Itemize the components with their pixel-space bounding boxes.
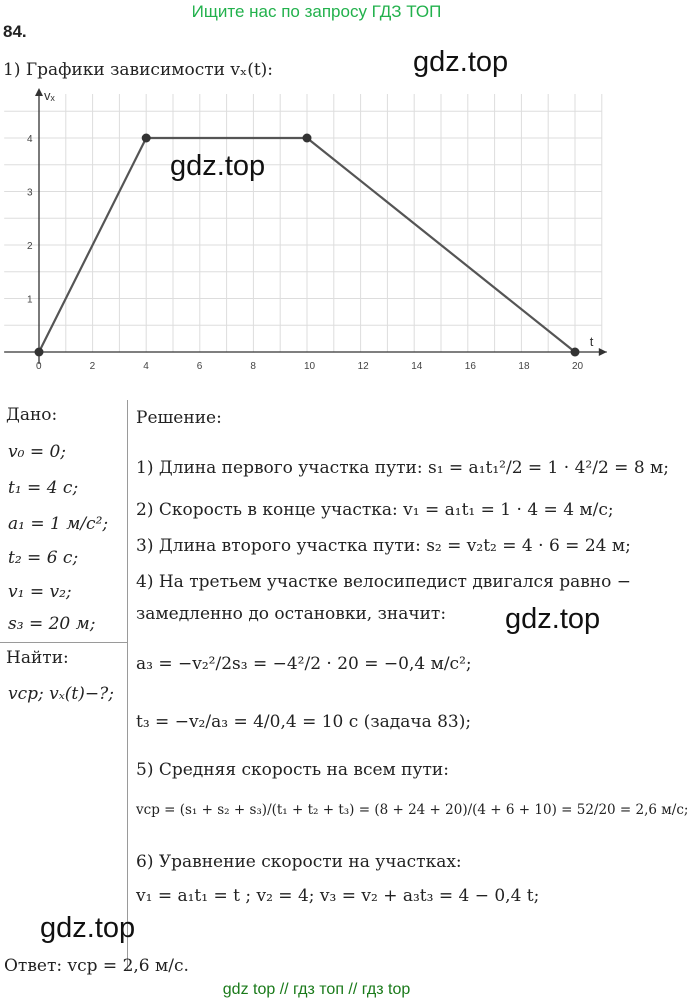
data-point [142, 134, 151, 143]
x-tick-label: 10 [304, 361, 316, 372]
data-point [303, 134, 312, 143]
x-axis-label: t [589, 334, 594, 349]
y-axis-label: vₓ [44, 88, 55, 103]
solution-line: 6) Уравнение скорости на участках: [136, 852, 462, 872]
given-item: s₃ = 20 м; [8, 614, 96, 634]
solution-line: 4) На третьем участке велосипедист двигался равно − [136, 572, 632, 592]
solution-line: vср = (s₁ + s₂ + s₃)/(t₁ + t₂ + t₃) = (8 + 24 + 20)/(4 + 6 + 10) = 52/20 = 2,6 м/с; [136, 802, 688, 818]
x-tick-label: 20 [572, 361, 584, 372]
x-tick-label: 6 [196, 361, 203, 372]
given-item: t₂ = 6 с; [8, 548, 79, 568]
y-tick-label: 1 [27, 294, 33, 306]
answer: Ответ: vср = 2,6 м/с. [4, 956, 189, 976]
y-tick-label: 3 [27, 187, 33, 199]
given-item: v₀ = 0; [8, 442, 67, 462]
x-tick-label: 2 [89, 361, 96, 372]
given-item: t₁ = 4 с; [8, 478, 79, 498]
velocity-chart [0, 84, 633, 384]
top-banner: Ищите нас по запросу ГДЗ ТОП [191, 2, 442, 21]
solution-line: v₁ = a₁t₁ = t ; v₂ = 4; v₃ = v₂ + a₃t₃ = 4 − 0,4 t; [136, 886, 540, 906]
x-axis-arrow [599, 348, 607, 356]
data-point [35, 348, 44, 357]
divider-vertical [127, 400, 128, 970]
data-point [571, 348, 580, 357]
x-tick-label: 16 [464, 361, 476, 372]
solution-line: замедленно до остановки, значит: [136, 604, 447, 624]
solution-line: 5) Средняя скорость на всем пути: [136, 760, 449, 780]
watermark: gdz.top [170, 150, 266, 182]
watermark: gdz.top [505, 603, 601, 635]
x-tick-label: 0 [36, 361, 42, 372]
given-item: a₁ = 1 м/с²; [8, 514, 109, 534]
solution-line: 1) Длина первого участка пути: s₁ = a₁t₁²/2 = 1 · 4²/2 = 8 м; [136, 458, 669, 478]
bottom-banner: gdz top // гдз топ // гдз top [222, 981, 411, 998]
y-tick-label: 2 [27, 241, 33, 252]
solution-line: a₃ = −v₂²/2s₃ = −4²/2 · 20 = −0,4 м/с²; [136, 654, 472, 674]
x-tick-label: 4 [143, 361, 149, 372]
find-item: vср; vₓ(t)−?; [8, 684, 114, 704]
watermark: gdz.top [40, 912, 136, 944]
solution-heading: Решение: [136, 408, 222, 428]
x-tick-label: 18 [518, 361, 530, 372]
y-tick-label: 4 [27, 134, 33, 145]
watermark: gdz.top [413, 46, 509, 78]
divider-horizontal [0, 642, 127, 643]
x-tick-label: 8 [250, 361, 256, 372]
graph-subtitle: 1) Графики зависимости vₓ(t): [3, 60, 274, 80]
given-heading: Дано: [6, 405, 58, 425]
solution-line: 2) Скорость в конце участка: v₁ = a₁t₁ = 1 · 4 = 4 м/с; [136, 500, 614, 520]
problem-number: 84. [3, 22, 27, 41]
x-tick-label: 12 [357, 361, 369, 372]
solution-line: 3) Длина второго участка пути: s₂ = v₂t₂ = 4 · 6 = 24 м; [136, 536, 631, 556]
y-axis-arrow [35, 88, 43, 96]
given-item: v₁ = v₂; [8, 582, 72, 602]
x-tick-label: 14 [411, 361, 423, 372]
find-heading: Найти: [6, 648, 69, 668]
solution-line: t₃ = −v₂/a₃ = 4/0,4 = 10 с (задача 83); [136, 712, 472, 732]
